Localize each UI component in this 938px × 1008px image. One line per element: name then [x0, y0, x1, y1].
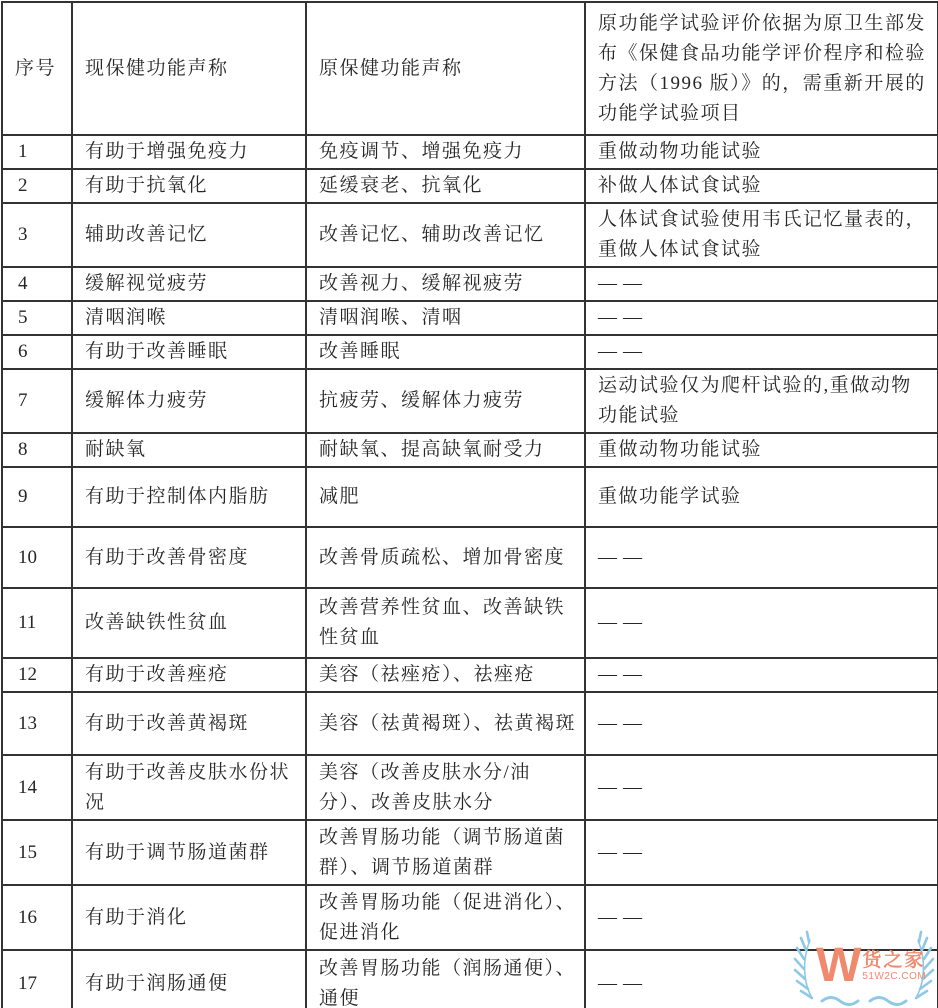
table-row	[2, 369, 938, 433]
watermark	[790, 930, 938, 1008]
cell-current-claim: 有助于改善痤疮	[72, 658, 306, 692]
cell-original-claim: 改善记忆、辅助改善记忆	[306, 203, 585, 267]
cell-retest-item: 补做人体试食试验	[585, 169, 938, 203]
cell-number: 17	[2, 950, 72, 1008]
cell-retest-item: 重做动物功能试验	[585, 135, 938, 169]
cell-current-claim: 有助于控制体内脂肪	[72, 467, 306, 527]
cell-current-claim: 有助于润肠通便	[72, 950, 306, 1008]
table-row	[2, 820, 938, 885]
watermark-letter-w-icon: W	[816, 939, 860, 992]
cell-number: 12	[2, 658, 72, 692]
col-header-original-claim: 原保健功能声称	[306, 2, 585, 135]
table-header	[2, 2, 938, 135]
cell-number: 15	[2, 820, 72, 885]
cell-retest-item: ——	[585, 588, 938, 658]
cell-retest-item: ——	[585, 820, 938, 885]
cell-retest-item: ——	[585, 658, 938, 692]
cell-original-claim: 改善骨质疏松、增加骨密度	[306, 527, 585, 588]
col-header-current-claim: 现保健功能声称	[72, 2, 306, 135]
col-header-retest-basis: 原功能学试验评价依据为原卫生部发布《保健食品功能学评价程序和检验方法（1996 版）》的，需重新开展的功能学试验项目	[585, 2, 938, 135]
cell-number: 8	[2, 433, 72, 467]
col-header-number: 序号	[2, 2, 72, 135]
cell-original-claim: 美容（祛痤疮）、祛痤疮	[306, 658, 585, 692]
cell-current-claim: 清咽润喉	[72, 301, 306, 335]
cell-current-claim: 有助于改善睡眠	[72, 335, 306, 369]
cell-number: 11	[2, 588, 72, 658]
table-row	[2, 658, 938, 692]
table-row	[2, 467, 938, 527]
cell-original-claim: 改善胃肠功能（促进消化）、促进消化	[306, 885, 585, 950]
cell-number: 10	[2, 527, 72, 588]
header-row	[2, 2, 938, 135]
cell-number: 1	[2, 135, 72, 169]
cell-number: 2	[2, 169, 72, 203]
cell-original-claim: 免疫调节、增强免疫力	[306, 135, 585, 169]
cell-number: 7	[2, 369, 72, 433]
table-row	[2, 433, 938, 467]
cell-current-claim: 有助于增强免疫力	[72, 135, 306, 169]
cell-number: 4	[2, 267, 72, 301]
cell-current-claim: 耐缺氧	[72, 433, 306, 467]
cell-number: 3	[2, 203, 72, 267]
table-row	[2, 203, 938, 267]
table-row	[2, 301, 938, 335]
table-row	[2, 692, 938, 755]
table-row	[2, 588, 938, 658]
cell-number: 13	[2, 692, 72, 755]
cell-current-claim: 改善缺铁性贫血	[72, 588, 306, 658]
cell-retest-item: ——	[585, 335, 938, 369]
cell-current-claim: 有助于改善骨密度	[72, 527, 306, 588]
cell-current-claim: 有助于改善皮肤水份状况	[72, 755, 306, 820]
cell-original-claim: 减肥	[306, 467, 585, 527]
cell-original-claim: 延缓衰老、抗氧化	[306, 169, 585, 203]
cell-retest-item: 重做功能学试验	[585, 467, 938, 527]
cell-original-claim: 美容（改善皮肤水分/油分）、改善皮肤水分	[306, 755, 585, 820]
cell-retest-item: ——	[585, 301, 938, 335]
cell-current-claim: 缓解体力疲劳	[72, 369, 306, 433]
cell-number: 14	[2, 755, 72, 820]
cell-retest-item: ——	[585, 267, 938, 301]
cell-original-claim: 改善营养性贫血、改善缺铁性贫血	[306, 588, 585, 658]
cell-original-claim: 改善胃肠功能（润肠通便）、通便	[306, 950, 585, 1008]
cell-retest-item: ——	[585, 692, 938, 755]
cell-retest-item: ——	[585, 950, 938, 1008]
watermark-site-url: 51W2C.COM	[862, 971, 927, 982]
cell-current-claim: 辅助改善记忆	[72, 203, 306, 267]
watermark-brand-name: 货之家	[862, 950, 926, 971]
cell-original-claim: 美容（祛黄褐斑）、祛黄褐斑	[306, 692, 585, 755]
cell-retest-item: ——	[585, 755, 938, 820]
table-body	[2, 135, 938, 1008]
cell-current-claim: 有助于改善黄褐斑	[72, 692, 306, 755]
table-row	[2, 267, 938, 301]
cell-original-claim: 清咽润喉、清咽	[306, 301, 585, 335]
cell-retest-item: ——	[585, 527, 938, 588]
cell-retest-item: ——	[585, 885, 938, 950]
health-function-claims-table	[1, 1, 938, 1008]
cell-retest-item: 人体试食试验使用韦氏记忆量表的，重做人体试食试验	[585, 203, 938, 267]
table-row	[2, 169, 938, 203]
cell-current-claim: 有助于消化	[72, 885, 306, 950]
cell-number: 9	[2, 467, 72, 527]
table-row	[2, 527, 938, 588]
cell-original-claim: 改善睡眠	[306, 335, 585, 369]
cell-original-claim: 耐缺氧、提高缺氧耐受力	[306, 433, 585, 467]
cell-retest-item: 运动试验仅为爬杆试验的,重做动物功能试验	[585, 369, 938, 433]
cell-retest-item: 重做动物功能试验	[585, 433, 938, 467]
table-row	[2, 755, 938, 820]
table-row	[2, 135, 938, 169]
cell-number: 6	[2, 335, 72, 369]
cell-current-claim: 有助于抗氧化	[72, 169, 306, 203]
cell-number: 5	[2, 301, 72, 335]
table-row	[2, 335, 938, 369]
cell-current-claim: 缓解视觉疲劳	[72, 267, 306, 301]
cell-number: 16	[2, 885, 72, 950]
cell-current-claim: 有助于调节肠道菌群	[72, 820, 306, 885]
cell-original-claim: 改善胃肠功能（调节肠道菌群）、调节肠道菌群	[306, 820, 585, 885]
cell-original-claim: 改善视力、缓解视疲劳	[306, 267, 585, 301]
cell-original-claim: 抗疲劳、缓解体力疲劳	[306, 369, 585, 433]
